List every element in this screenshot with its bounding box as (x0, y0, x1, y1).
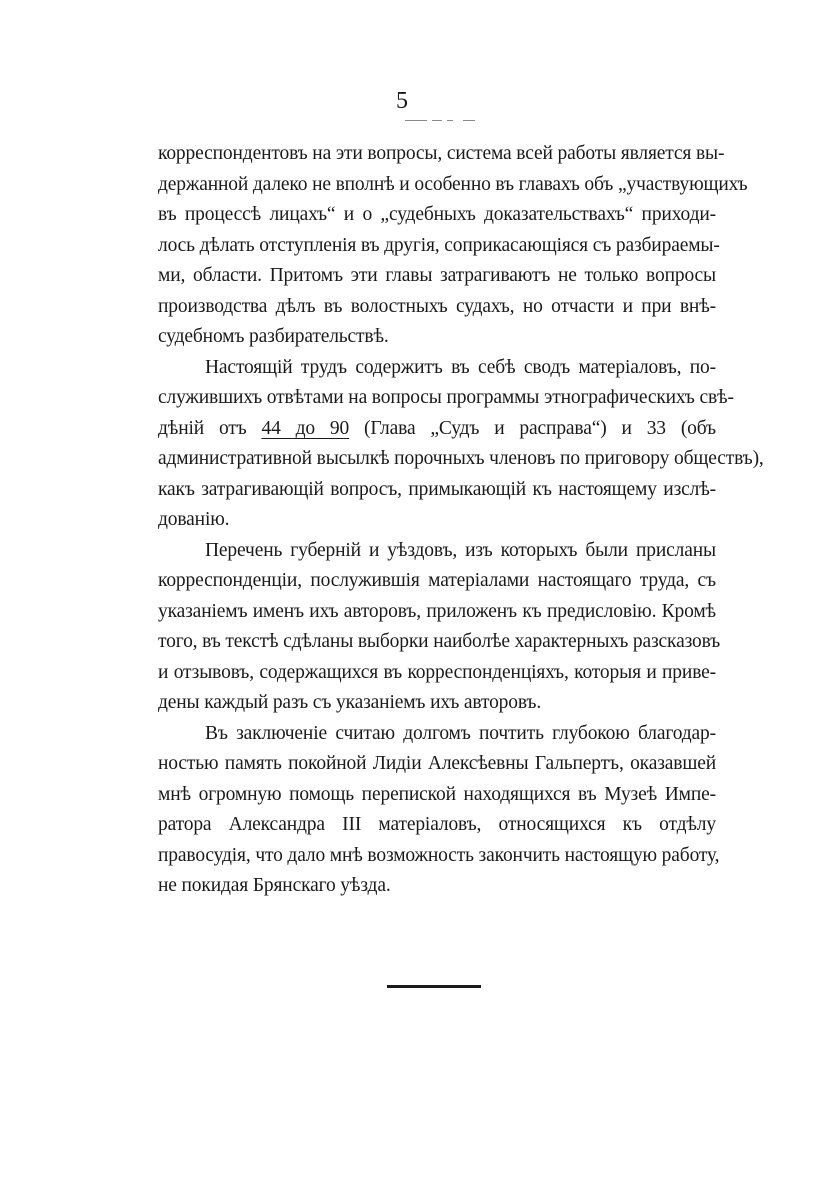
text-line: какъ затрагивающій вопросъ, примыкающій къ настоящему изслѣ- (158, 478, 716, 500)
end-rule (387, 985, 481, 988)
text-line: корреспондентовъ на эти вопросы, система всей работы является вы- (158, 143, 725, 164)
text-line: судебномъ разбирательствѣ. (158, 326, 389, 347)
text-line: дованію. (158, 509, 230, 530)
text-line: служившихъ отвѣтами на вопросы программы этнографическихъ свѣ- (158, 387, 734, 408)
text-line: Перечень губерній и уѣздовъ, изъ которыхъ были присланы (205, 539, 716, 561)
text-line: Настоящій трудъ содержитъ въ себѣ сводъ матеріаловъ, по- (205, 356, 716, 378)
text-line: держанной далеко не вполнѣ и особенно въ главахъ объ „участвующихъ (158, 173, 748, 195)
text-line: дены каждый разъ съ указаніемъ ихъ авторовъ. (158, 692, 542, 713)
text-line: производства дѣлъ въ волостныхъ судахъ, но отчасти и при внѣ- (158, 295, 716, 317)
text-segment: дѣній отъ (158, 417, 262, 439)
body-text (158, 139, 764, 902)
text-line (158, 414, 716, 445)
page-number: 5 (396, 88, 408, 114)
text-line: въ процессѣ лицахъ“ и о „судебныхъ доказательствахъ“ приходи- (158, 204, 716, 225)
text-segment: (Глава „Судъ и расправа“) и 33 (объ (349, 417, 716, 439)
paragraph-3 (158, 536, 721, 719)
text-line: не покидая Брянскаго уѣзда. (158, 875, 391, 896)
text-line: ностью память покойной Лидіи Алексѣевны Гальпертъ, оказавшей (158, 753, 716, 774)
text-line: административной высылкѣ порочныхъ членовъ по приговору обществъ), (158, 448, 764, 469)
text-line: лось дѣлать отступленія въ другія, соприкасающіяся съ разбираемы- (158, 234, 720, 256)
text-line: ратора Александра III матеріаловъ, относящихся къ отдѣлу (158, 814, 716, 835)
text-line: мнѣ огромную помощь перепиской находящихся въ Музеѣ Импе- (158, 783, 716, 805)
text-line: корреспонденціи, послужившія матеріалами настоящаго труда, съ (158, 570, 716, 591)
text-line: Въ заключеніе считаю долгомъ почтить глубокою благодар- (205, 722, 716, 744)
header-rule (405, 120, 465, 124)
text-line: и отзывовъ, содержащихся въ корреспонденціяхъ, которыя и приве- (158, 661, 716, 683)
text-line: правосудія, что дало мнѣ возможность закончить настоящую работу, (158, 844, 720, 866)
underlined-reference: 44 до 90 (261, 417, 350, 439)
text-line: того, въ текстѣ сдѣланы выборки наиболѣе характерныхъ разсказовъ (158, 631, 721, 652)
paragraph-2 (158, 353, 764, 536)
paragraph-1 (158, 139, 748, 353)
text-line: указаніемъ именъ ихъ авторовъ, приложенъ къ предисловію. Кромѣ (158, 600, 716, 622)
text-line: ми, области. Притомъ эти главы затрагиваютъ не только вопросы (158, 265, 716, 286)
paragraph-4 (158, 719, 720, 902)
